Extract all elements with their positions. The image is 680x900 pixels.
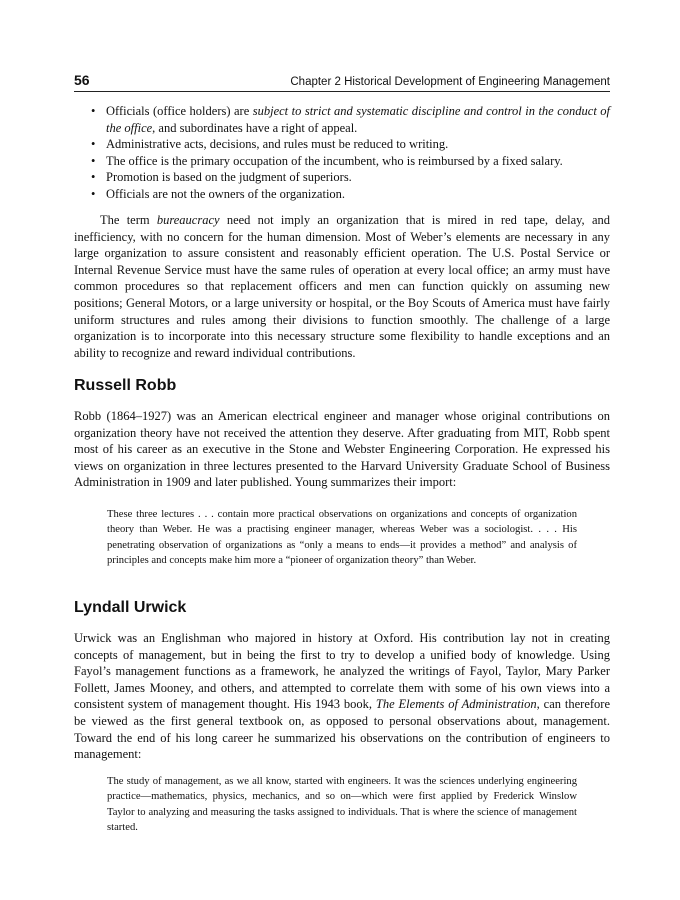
bullet-icon: • <box>91 170 96 184</box>
list-item <box>74 186 610 203</box>
header-rule <box>74 91 610 92</box>
list-item <box>74 153 610 170</box>
urwick-paragraph <box>74 630 610 763</box>
bureaucracy-paragraph <box>74 212 610 361</box>
bullet-icon: • <box>91 186 96 201</box>
paragraph-text-post: , can therefore be viewed as the first general textbook on, as opposed to personal observations about, management. Toward the end of his long career he summarized his observations on the contribution of engineers to management: <box>74 697 610 762</box>
robb-block-quote: These three lectures . . . contain more practical observations on organizations and concepts of organization theory than Weber. He was a practising engineer manager, whereas Weber was a sociologist. . . . His penetrating observation of organizations as “only a means to ends—it provides a method” and analysis of principles and concepts make him more a “pioneer of organization theory” than Weber. <box>107 509 577 567</box>
list-item-text: Officials are not the owners of the organization. <box>106 186 346 201</box>
bullet-icon: • <box>91 153 96 168</box>
paragraph-text-pre: The term <box>100 213 157 227</box>
page-header <box>74 72 610 88</box>
section-heading-lyndall-urwick: Lyndall Urwick <box>74 599 187 616</box>
bullet-icon: • <box>91 104 96 118</box>
list-item-text-pre: Officials (office holders) are <box>106 104 253 118</box>
paragraph-text-pre: Urwick was an Englishman who majored in history at Oxford. His contribution lay not in creating concepts of management, but in being the first to try to develop a unified body of knowledge. Using Fayol’s management functions as a framework, he analyzed the writings of Fayol, Taylor, Mary Parker Follett, James Mooney, and others, and attempted to correlate them with some of his own views into a consistent system of management thought. His 1943 book, <box>74 631 610 712</box>
list-item <box>74 103 610 136</box>
section-heading-russell-robb: Russell Robb <box>74 377 177 394</box>
list-item-text: The office is the primary occupation of the incumbent, who is reimbursed by a fixed salary. <box>106 153 563 168</box>
list-item-text: Administrative acts, decisions, and rules must be reduced to writing. <box>106 137 449 151</box>
paragraph-text-post: need not imply an organization that is mired in red tape, delay, and inefficiency, with no concern for the human dimension. Most of Weber’s elements are necessary in any large organization to assure consistent and reasonably efficient operation. The U.S. Postal Service or Internal Revenue Service must have the same rules of operation at every local office; an army must have common procedures so that replacement officers and men can function quickly on assuming new positions; General Motors, or a large university or hospital, or the Boy Scouts of America must have fairly uniform structures and rules among their divisions to function smoothly. The challenge of a large organization is to incorporate into this necessary structure some flexibility to handle exceptions and an ability to recognize and reward individual contributions. <box>74 213 610 360</box>
weber-elements-list <box>74 103 610 202</box>
list-item <box>74 136 610 153</box>
list-item-text: Promotion is based on the judgment of superiors. <box>106 170 352 184</box>
list-item-text-emphasis: subject to strict and systematic discipline and control in the conduct of the office <box>106 104 610 135</box>
running-head: Chapter 2 Historical Development of Engineering Management <box>290 76 610 88</box>
robb-paragraph: Robb (1864–1927) was an American electrical engineer and manager whose original contributions on organization theory have not received the attention they deserve. After graduating from MIT, Robb spent most of his career as an executive in the Stone and Webster Engineering Corporation. He expressed his views on organization in three lectures presented to the Harvard University Graduate School of Business Administration in 1909 and later published. Young summarizes their import: <box>74 409 610 490</box>
bullet-icon: • <box>91 137 96 151</box>
list-item-text-post: , and subordinates have a right of appeal. <box>152 120 358 135</box>
paragraph-emphasis: bureaucracy <box>156 213 220 227</box>
list-item <box>74 169 610 186</box>
page-number: 56 <box>74 72 90 88</box>
urwick-block-quote: The study of management, as we all know, started with engineers. It was the sciences underlying engineering practice—mathematics, physics, mechanics, and so on—which were first applied by Frederick Winslow Taylor to analyzing and measuring the tasks assigned to individuals. That is where the science of management started. <box>107 776 577 834</box>
book-title: The Elements of Administration <box>375 697 537 712</box>
